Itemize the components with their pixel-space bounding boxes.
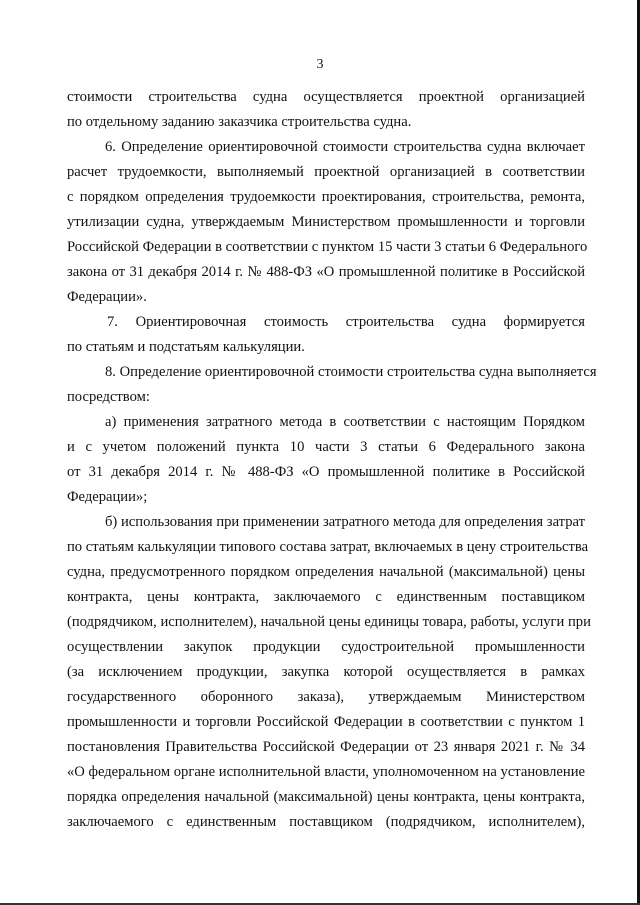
text-line: государственного оборонного заказа), утверждаемым Министерством bbox=[67, 689, 585, 705]
text-line: б) использования при применении затратного метода для определения затрат bbox=[105, 514, 585, 530]
text-line: по статьям и подстатьям калькуляции. bbox=[67, 339, 305, 355]
text-line: судна, предусмотренного порядком определения начальной (максимальной) цены bbox=[67, 564, 585, 580]
text-line: осуществлении закупок продукции судостроительной промышленности bbox=[67, 639, 585, 655]
text-line: по статьям калькуляции типового состава затрат, включаемых в цену строительства bbox=[67, 539, 589, 555]
text-line: от 31 декабря 2014 г. № 488-ФЗ «О промышленной политике в Российской bbox=[67, 464, 585, 480]
text-line: 8. Определение ориентировочной стоимости строительства судна выполняется bbox=[105, 364, 597, 380]
text-line: порядка определения начальной (максимальной) цены контракта, цены контракта, bbox=[67, 789, 585, 805]
text-line: заключаемого с единственным поставщиком (подрядчиком, исполнителем), bbox=[67, 814, 585, 830]
text-line: «О федеральном органе исполнительной власти, уполномоченном на установление bbox=[67, 764, 585, 780]
text-line: промышленности и торговли Российской Федерации в соответствии с пунктом 1 bbox=[67, 714, 585, 730]
text-line: Федерации»; bbox=[67, 489, 148, 505]
text-line: посредством: bbox=[67, 389, 150, 405]
text-line: (подрядчиком, исполнителем), начальной цены единицы товара, работы, услуги при bbox=[67, 614, 591, 630]
text-line: утилизации судна, утверждаемым Министерством промышленности и торговли bbox=[67, 214, 585, 230]
text-line: а) применения затратного метода в соответствии с настоящим Порядком bbox=[105, 414, 585, 430]
text-line: 7. Ориентировочная стоимость строительства судна формируется bbox=[107, 314, 585, 330]
text-line: стоимости строительства судна осуществляется проектной организацией bbox=[67, 89, 585, 105]
text-line: расчет трудоемкости, выполняемый проектной организацией в соответствии bbox=[67, 164, 585, 180]
text-line: 6. Определение ориентировочной стоимости строительства судна включает bbox=[105, 139, 585, 155]
text-line: Федерации». bbox=[67, 289, 147, 305]
text-line: и с учетом положений пункта 10 части 3 статьи 6 Федерального закона bbox=[67, 439, 585, 455]
text-line: закона от 31 декабря 2014 г. № 488-ФЗ «О промышленной политике в Российской bbox=[67, 264, 585, 280]
text-line: контракта, цены контракта, заключаемого с единственным поставщиком bbox=[67, 589, 585, 605]
text-line: постановления Правительства Российской Федерации от 23 января 2021 г. № 34 bbox=[67, 739, 585, 755]
text-line: Российской Федерации в соответствии с пунктом 15 части 3 статьи 6 Федерального bbox=[67, 239, 588, 255]
text-line: по отдельному заданию заказчика строительства судна. bbox=[67, 114, 412, 130]
page-number: 3 bbox=[316, 57, 324, 72]
text-line: с порядком определения трудоемкости проектирования, строительства, ремонта, bbox=[67, 189, 585, 205]
text-line: (за исключением продукции, закупка которой осуществляется в рамках bbox=[67, 664, 585, 680]
